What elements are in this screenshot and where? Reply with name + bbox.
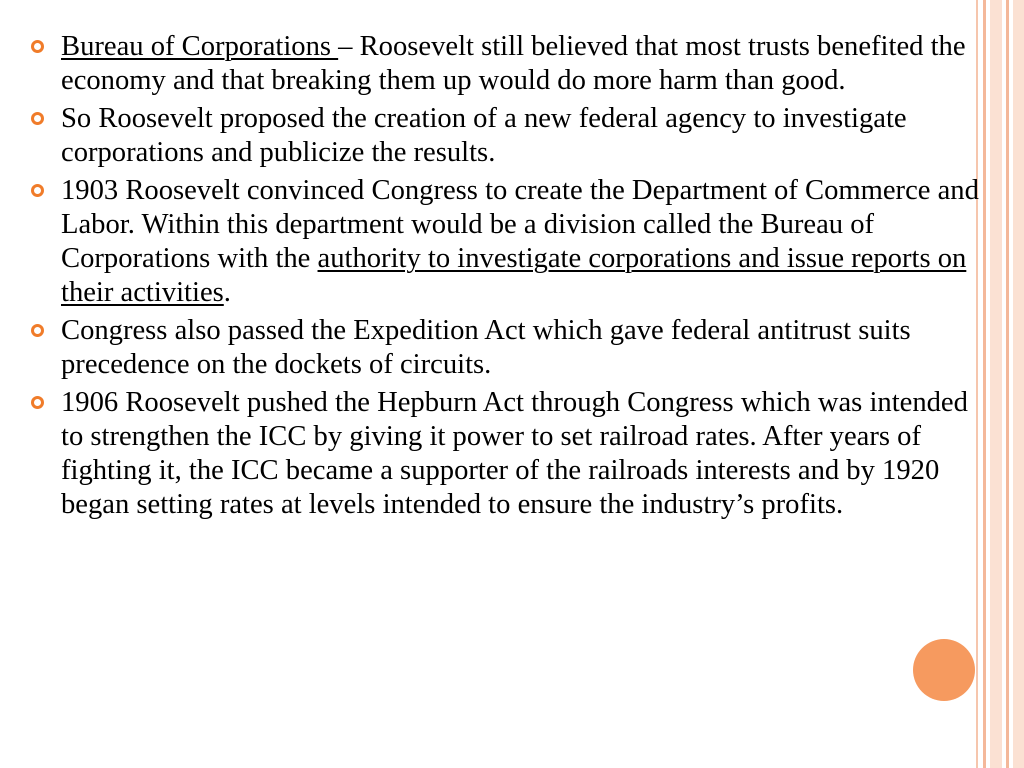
bullet-circle-icon [31,324,44,337]
bullet-item [28,102,994,170]
bullet-item [28,174,994,311]
bullet-list [28,30,994,522]
bullet-text: – Roosevelt still believed that most trusts benefited the economy and that breaking them up would do more harm than good. [61,31,966,97]
bullet-circle-icon [31,40,44,53]
bullet-item [28,30,994,98]
bullet-text: 1906 Roosevelt pushed the Hepburn Act through Congress which was intended to strengthen the ICC by giving it power to set railroad rates. After years of fighting it, the ICC became a supporter of the railroads interests and by 1920 began setting rates at levels intended to ensure the industry’s profits. [61,386,968,521]
decorative-circle [913,639,975,701]
bullet-circle-icon [31,112,44,125]
bullet-text-end: . [223,277,231,309]
bullet-item [28,314,994,382]
slide-body [28,30,994,526]
bullet-circle-icon [31,184,44,197]
stripe [1013,0,1024,768]
bullet-text: Congress also passed the Expedition Act which gave federal antitrust suits precedence on the dockets of circuits. [61,314,911,380]
bullet-item [28,386,994,523]
bullet-underlined-text: Bureau of Corporations [61,31,339,62]
stripe [1006,0,1009,768]
bullet-circle-icon [31,396,44,409]
bullet-text: So Roosevelt proposed the creation of a new federal agency to investigate corporations and publicize the results. [61,102,907,168]
bullet-text: 1903 Roosevelt convinced Congress to create the Department of Commerce and Labor. Within this department would be a division called the Bureau of Corporations with the [61,174,979,274]
bullet-underlined-text: authority to investigate corporations and issue reports on their activities [61,243,967,309]
